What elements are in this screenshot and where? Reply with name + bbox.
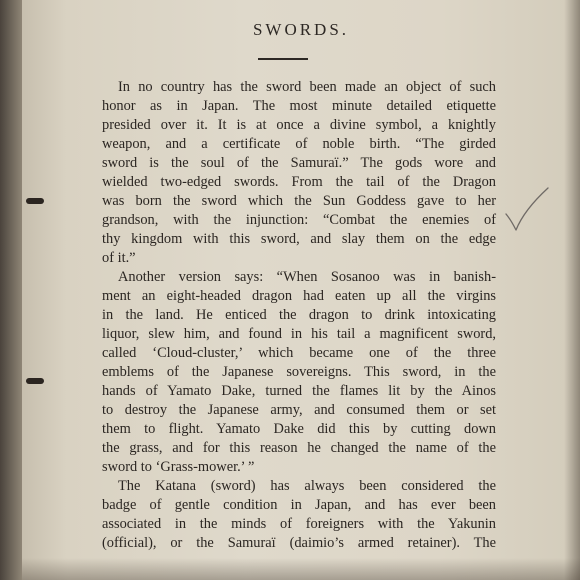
text-line: grandson, with the injunction: “Combat the enemies of — [102, 212, 496, 228]
binding-thread-mark — [26, 378, 44, 384]
text-line: of it.” — [102, 250, 136, 266]
text-line: weapon, and a certificate of noble birth. “The girded — [102, 136, 496, 152]
text-line: (official), or the Samuraï (daimio’s armed retainer). The — [102, 535, 496, 551]
text-line: called ‘Cloud-cluster,’ which became one of the three — [102, 345, 496, 361]
page-bottom-shadow — [22, 558, 580, 580]
paragraph-3 — [102, 477, 496, 553]
text-line: to destroy the Japanese army, and consumed them or set — [102, 402, 496, 418]
heading-rule — [258, 58, 308, 60]
book-page — [22, 0, 580, 580]
text-line: honor as in Japan. The most minute detailed etiquette — [102, 98, 496, 114]
paragraph-2 — [102, 268, 496, 477]
text-line: in the land. He enticed the dragon to drink intoxicating — [102, 307, 496, 323]
text-line: them to flight. Yamato Dake did this by cutting down — [102, 421, 496, 437]
binding-thread-mark — [26, 198, 44, 204]
page-edge-shadow — [564, 0, 580, 580]
text-line: Another version says: “When Sosanoo was in banish- — [118, 269, 496, 285]
text-line: associated in the minds of foreigners with the Yakunin — [102, 516, 496, 532]
text-line: thy kingdom with this sword, and slay them on the edge — [102, 231, 496, 247]
paragraph-1 — [102, 78, 496, 268]
text-line: liquor, slew him, and found in his tail a magnificent sword, — [102, 326, 496, 342]
text-line: In no country has the sword been made an object of such — [118, 79, 496, 95]
text-line: was born the sword which the Sun Goddess gave to her — [102, 193, 496, 209]
text-line: the grass, and for this reason he changed the name of the — [102, 440, 496, 456]
text-line: sword is the soul of the Samuraï.” The gods wore and — [102, 155, 496, 171]
text-line: ment an eight-headed dragon had eaten up all the virgins — [102, 288, 496, 304]
page-heading: SWORDS. — [252, 20, 350, 39]
text-line: emblems of the Japanese sovereigns. This sword, in the — [102, 364, 496, 380]
text-line: wielded two-edged swords. From the tail of the Dragon — [102, 174, 496, 190]
body-text — [102, 78, 496, 553]
text-line: The Katana (sword) has always been considered the — [118, 478, 496, 494]
text-line: presided over it. It is at once a divine symbol, a knightly — [102, 117, 496, 133]
text-line: badge of gentle condition in Japan, and has ever been — [102, 497, 496, 513]
text-line: sword to ‘Grass-mower.’ ” — [102, 459, 255, 475]
text-line: hands of Yamato Dake, turned the flames lit by the Ainos — [102, 383, 496, 399]
pencil-checkmark-icon — [502, 184, 552, 236]
